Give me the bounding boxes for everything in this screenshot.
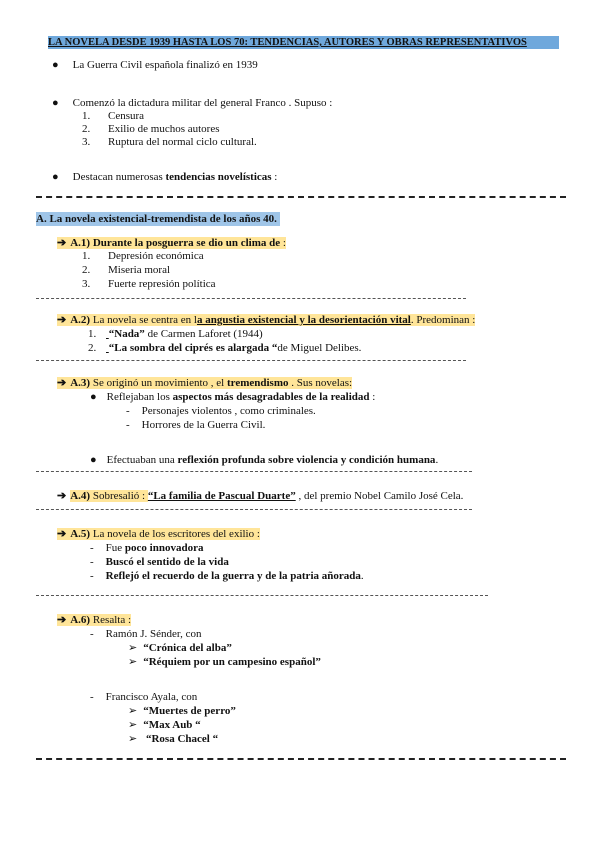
- a5-item: - Fue poco innovadora: [90, 542, 204, 554]
- a6-work: ➢ “Réquiem por un campesino español”: [128, 656, 321, 668]
- a1-item: 2. Miseria moral: [82, 264, 171, 276]
- a3-dash-item: - Horrores de la Guerra Civil.: [126, 419, 266, 431]
- divider: [36, 360, 466, 361]
- a6-heading: ➔ A.6) Resalta :: [57, 614, 132, 626]
- a6-author: - Francisco Ayala, con: [90, 691, 198, 703]
- a2-heading: ➔ A.2) La novela se centra en la angustia existencial y la desorientación vital. Predominan :: [57, 314, 476, 326]
- a2-work: 2. “La sombra del ciprés es alargada “de Miguel Delibes.: [88, 342, 362, 354]
- arrowhead-icon: ➢: [128, 719, 138, 731]
- arrowhead-icon: ➢: [128, 705, 138, 717]
- intro-bullet-2: ● Comenzó la dictadura militar del general Franco . Supuso :: [52, 97, 333, 109]
- a1-item: 3. Fuerte represión política: [82, 278, 216, 290]
- a6-author: - Ramón J. Sénder, con: [90, 628, 202, 640]
- arrow-right-icon: ➔: [57, 528, 67, 540]
- a6-work: ➢ “Rosa Chacel “: [128, 733, 219, 745]
- section-a-heading: A. La novela existencial-tremendista de los años 40.: [36, 212, 280, 226]
- section-divider: [36, 758, 566, 760]
- bullet-icon: ●: [52, 171, 59, 183]
- bullet-icon: ●: [90, 454, 97, 466]
- a2-work: 1. “Nada” de Carmen Laforet (1944): [88, 328, 263, 340]
- a1-item: 1. Depresión económica: [82, 250, 204, 262]
- arrow-right-icon: ➔: [57, 237, 67, 249]
- arrow-right-icon: ➔: [57, 490, 67, 502]
- a3-effect: ● Efectuaban una reflexión profunda sobre violencia y condición humana.: [90, 454, 439, 466]
- a6-work: ➢ “Crónica del alba”: [128, 642, 232, 654]
- intro-bullet-1: ● La Guerra Civil española finalizó en 1939: [52, 59, 258, 71]
- page-title: LA NOVELA DESDE 1939 HASTA LOS 70: TENDENCIAS, AUTORES Y OBRAS REPRESENTATIVOS: [48, 36, 559, 49]
- arrow-right-icon: ➔: [57, 377, 67, 389]
- arrowhead-icon: ➢: [128, 733, 138, 745]
- bullet-icon: ●: [52, 59, 59, 71]
- consequence-item: 1. Censura: [82, 110, 145, 122]
- arrow-right-icon: ➔: [57, 314, 67, 326]
- divider: [36, 509, 472, 510]
- a6-work: ➢ “Max Aub “: [128, 719, 201, 731]
- consequence-item: 3. Ruptura del normal ciclo cultural.: [82, 136, 257, 148]
- a6-work: ➢ “Muertes de perro”: [128, 705, 236, 717]
- a3-reflect: ● Reflejaban los aspectos más desagradables de la realidad :: [90, 391, 376, 403]
- a5-heading: ➔ A.5) La novela de los escritores del exilio :: [57, 528, 260, 540]
- divider: [36, 471, 472, 472]
- a3-heading: ➔ A.3) Se originó un movimiento , el tremendismo . Sus novelas:: [57, 377, 353, 389]
- divider: [36, 298, 466, 299]
- section-divider: [36, 196, 566, 198]
- a3-dash-item: - Personajes violentos , como criminales.: [126, 405, 316, 417]
- a4-heading: ➔ A.4) Sobresalió : “La familia de Pascual Duarte” , del premio Nobel Camilo José Cela.: [57, 490, 464, 502]
- a5-item: - Reflejó el recuerdo de la guerra y de la patria añorada.: [90, 570, 364, 582]
- a1-heading: ➔ A.1) Durante la posguerra se dio un clima de :: [57, 237, 286, 249]
- intro-bullet-3: ● Destacan numerosas tendencias novelísticas :: [52, 171, 278, 183]
- bullet-icon: ●: [52, 97, 59, 109]
- arrowhead-icon: ➢: [128, 656, 138, 668]
- divider: [36, 595, 488, 596]
- consequence-item: 2. Exilio de muchos autores: [82, 123, 220, 135]
- bullet-icon: ●: [90, 391, 97, 403]
- arrowhead-icon: ➢: [128, 642, 138, 654]
- a5-item: - Buscó el sentido de la vida: [90, 556, 229, 568]
- arrow-right-icon: ➔: [57, 614, 67, 626]
